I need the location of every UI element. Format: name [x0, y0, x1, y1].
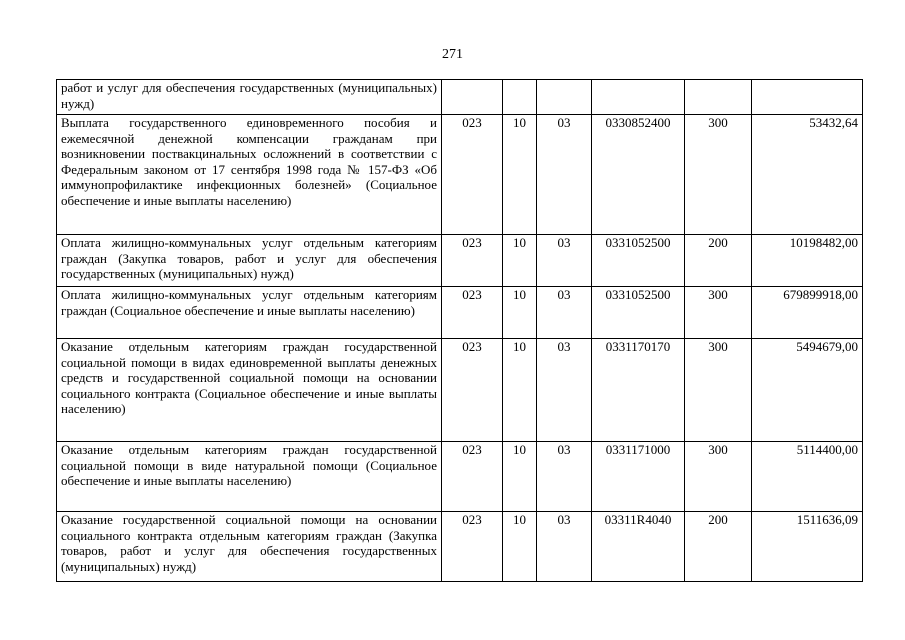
subsection-code: 03	[537, 115, 592, 235]
expense-type-code	[685, 80, 752, 115]
amount: 5494679,00	[752, 339, 863, 442]
section-code: 10	[503, 339, 537, 442]
expense-type-code: 300	[685, 287, 752, 339]
expense-type-code: 300	[685, 339, 752, 442]
section-code: 10	[503, 115, 537, 235]
row-description: Оказание государственной социальной помощи на основании социального контракта отдельным категориям граждан (Закупка товаров, работ и услуг для обеспечения государственных (муниципальных) нужд)	[57, 512, 442, 582]
subsection-code: 03	[537, 287, 592, 339]
table-row	[57, 442, 863, 512]
ministry-code: 023	[442, 235, 503, 287]
expense-type-code: 300	[685, 115, 752, 235]
amount	[752, 80, 863, 115]
subsection-code: 03	[537, 442, 592, 512]
ministry-code: 023	[442, 287, 503, 339]
table-row	[57, 235, 863, 287]
amount: 679899918,00	[752, 287, 863, 339]
row-description: Выплата государственного единовременного пособия и ежемесячной денежной компенсации гражданам при возникновении поствакцинальных осложнений в соответствии с Федеральным законом от 17 сентября 1998 года № 157-ФЗ «Об иммунопрофилактике инфекционных болезней» (Социальное обеспечение и иные выплаты населению)	[57, 115, 442, 235]
subsection-code: 03	[537, 235, 592, 287]
expense-type-code: 300	[685, 442, 752, 512]
row-description: Оказание отдельным категориям граждан государственной социальной помощи в видах единовременной выплаты денежных средств и государственной социальной помощи на основании социального контракта (Социальное обеспечение и иные выплаты населению)	[57, 339, 442, 442]
expense-type-code: 200	[685, 512, 752, 582]
section-code: 10	[503, 442, 537, 512]
table-row	[57, 115, 863, 235]
subsection-code	[537, 80, 592, 115]
target-article-code: 0331052500	[592, 235, 685, 287]
table-row	[57, 512, 863, 582]
table-row	[57, 339, 863, 442]
amount: 5114400,00	[752, 442, 863, 512]
subsection-code: 03	[537, 512, 592, 582]
page-number: 271	[442, 47, 463, 62]
ministry-code: 023	[442, 339, 503, 442]
row-description: Оплата жилищно-коммунальных услуг отдельным категориям граждан (Социальное обеспечение и иные выплаты населению)	[57, 287, 442, 339]
ministry-code	[442, 80, 503, 115]
row-description: Оплата жилищно-коммунальных услуг отдельным категориям граждан (Закупка товаров, работ и услуг для обеспечения государственных (муниципальных) нужд)	[57, 235, 442, 287]
section-code: 10	[503, 235, 537, 287]
target-article-code: 0331170170	[592, 339, 685, 442]
target-article-code: 0331171000	[592, 442, 685, 512]
target-article-code: 03311R4040	[592, 512, 685, 582]
amount: 10198482,00	[752, 235, 863, 287]
target-article-code: 0330852400	[592, 115, 685, 235]
ministry-code: 023	[442, 512, 503, 582]
budget-table	[56, 79, 863, 582]
subsection-code: 03	[537, 339, 592, 442]
ministry-code: 023	[442, 442, 503, 512]
expense-type-code: 200	[685, 235, 752, 287]
section-code: 10	[503, 287, 537, 339]
section-code	[503, 80, 537, 115]
amount: 1511636,09	[752, 512, 863, 582]
amount: 53432,64	[752, 115, 863, 235]
table-row	[57, 287, 863, 339]
row-description: Оказание отдельным категориям граждан государственной социальной помощи в виде натуральной помощи (Социальное обеспечение и иные выплаты населению)	[57, 442, 442, 512]
target-article-code	[592, 80, 685, 115]
ministry-code: 023	[442, 115, 503, 235]
row-description: работ и услуг для обеспечения государственных (муниципальных) нужд)	[57, 80, 442, 115]
target-article-code: 0331052500	[592, 287, 685, 339]
section-code: 10	[503, 512, 537, 582]
table-row	[57, 80, 863, 115]
